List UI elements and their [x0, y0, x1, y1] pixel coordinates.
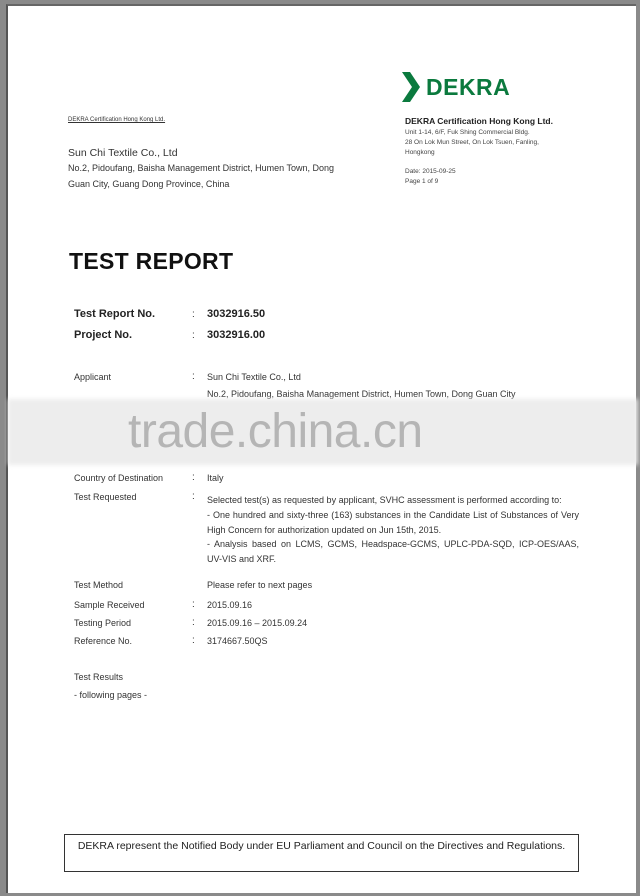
colon: :	[192, 491, 195, 502]
report-no-label: Test Report No.	[74, 308, 156, 320]
report-date: Date: 2015-09-25	[405, 168, 456, 175]
dekra-chevron-icon	[400, 72, 422, 102]
client-address-line-2: Guan City, Guang Dong Province, China	[68, 179, 230, 189]
colon: :	[192, 617, 195, 628]
footer-notice: DEKRA represent the Notified Body under EU Parliament and Council on the Directives and Regulations.	[64, 834, 579, 872]
testing-period-value: 2015.09.16 – 2015.09.24	[207, 618, 308, 628]
reference-no-label: Reference No.	[74, 636, 133, 646]
reference-no-value: 3174667.50QS	[207, 636, 268, 646]
destination-value: Italy	[207, 473, 224, 483]
issuer-small-header: DEKRA Certification Hong Kong Ltd.	[68, 117, 166, 123]
applicant-label: Applicant	[74, 372, 112, 382]
issuer-address-line-3: Hongkong	[405, 149, 435, 156]
project-no-value: 3032916.00	[207, 329, 266, 341]
destination-label: Country of Destination	[74, 473, 164, 483]
page-number: Page 1 of 9	[405, 178, 439, 185]
applicant-name: Sun Chi Textile Co., Ltd	[207, 372, 301, 382]
client-name: Sun Chi Textile Co., Ltd	[68, 147, 178, 159]
sample-received-value: 2015.09.16	[207, 600, 253, 610]
page-title: TEST REPORT	[69, 248, 234, 274]
test-requested-line-2: - One hundred and sixty-three (163) substances in the Candidate List of Substances of Very High Concern for authorization updated on Jun 15th, 2015.	[207, 509, 579, 535]
client-address-line-1: No.2, Pidoufang, Baisha Management District, Humen Town, Dong	[68, 163, 334, 173]
dekra-logo	[400, 72, 510, 102]
applicant-address: No.2, Pidoufang, Baisha Management District, Humen Town, Dong Guan City	[207, 389, 516, 399]
colon: :	[192, 472, 195, 483]
colon: :	[192, 330, 195, 341]
test-method-value: Please refer to next pages	[207, 580, 313, 590]
issuer-address-line-1: Unit 1-14, 6/F, Fuk Shing Commercial Bldg.	[405, 129, 530, 136]
test-requested-label: Test Requested	[74, 492, 137, 502]
test-requested-line-1: Selected test(s) as requested by applicant, SVHC assessment is performed according to:	[207, 495, 562, 505]
report-no-value: 3032916.50	[207, 308, 266, 320]
issuer-address-line-2: 28 On Lok Mun Street, On Lok Tsuen, Fanling,	[405, 139, 539, 146]
colon: :	[192, 635, 195, 646]
test-requested-line-3: - Analysis based on LCMS, GCMS, Headspace-GCMS, UPLC-PDA-SQD, ICP-OES/AAS, UV-VIS and XRF.	[207, 539, 579, 565]
colon: :	[192, 371, 195, 382]
logo-text: DEKRA	[426, 73, 511, 100]
watermark: trade.china.cn	[128, 405, 423, 458]
test-results-label: Test Results	[74, 672, 124, 682]
report-page	[6, 4, 636, 893]
issuer-name: DEKRA Certification Hong Kong Ltd.	[405, 116, 553, 126]
testing-period-label: Testing Period	[74, 618, 132, 628]
colon: :	[192, 309, 195, 320]
test-results-note: - following pages -	[74, 690, 148, 700]
test-method-label: Test Method	[74, 580, 124, 590]
test-requested-text	[207, 493, 579, 567]
sample-received-label: Sample Received	[74, 600, 145, 610]
colon: :	[192, 599, 195, 610]
project-no-label: Project No.	[74, 329, 133, 341]
